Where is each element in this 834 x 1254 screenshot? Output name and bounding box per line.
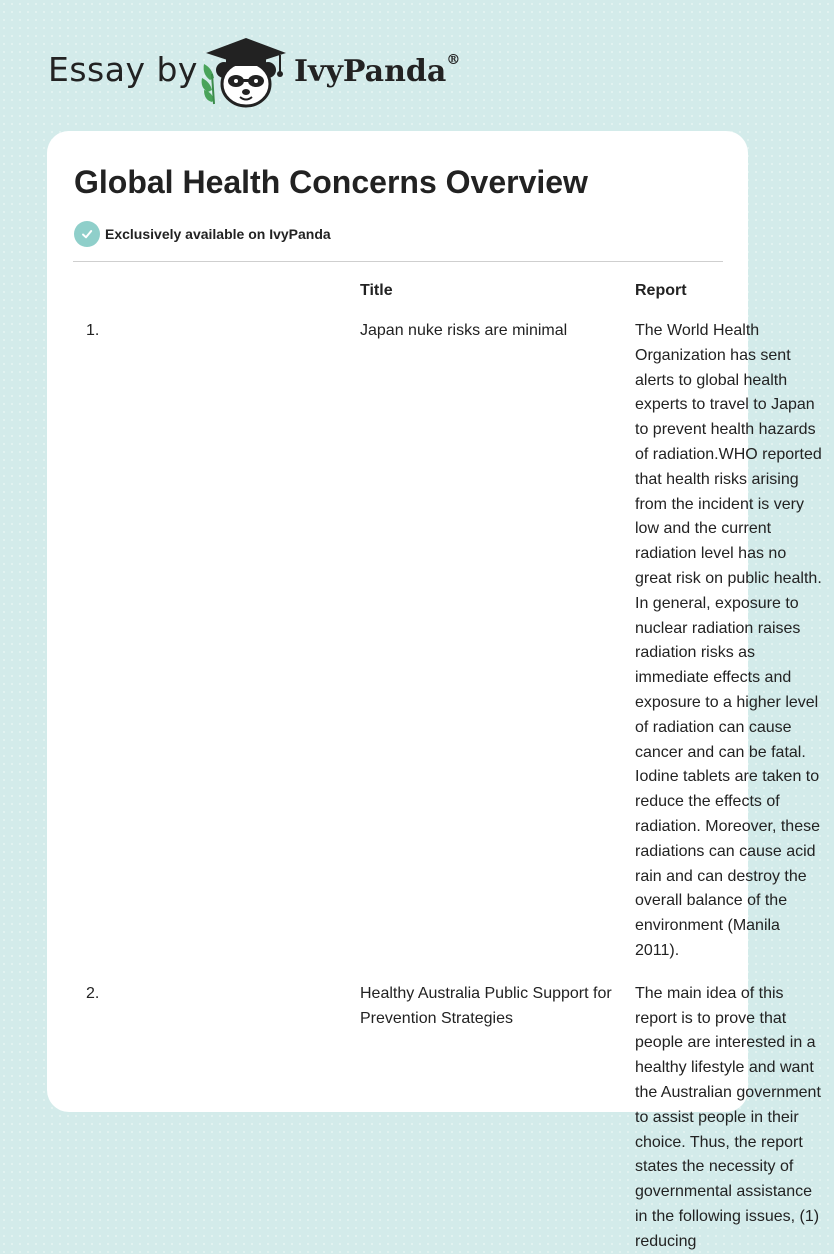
row-report-cell — [635, 979, 834, 1254]
header-number — [74, 279, 360, 302]
panda-logo-icon[interactable] — [200, 34, 292, 110]
page-title: Global Health Concerns Overview — [74, 164, 588, 200]
registered-mark: ® — [446, 52, 461, 68]
row-report-cell — [635, 302, 834, 979]
table-row — [74, 979, 834, 1254]
brand-name — [294, 54, 460, 89]
exclusive-badge — [74, 221, 331, 247]
row-number: 1. — [86, 322, 100, 339]
row-title: Japan nuke risks are minimal — [360, 322, 568, 339]
table-row — [74, 302, 834, 979]
report-table-container — [74, 279, 834, 1254]
row-title: Healthy Australia Public Support for Prevention Strategies — [360, 984, 612, 1027]
divider — [73, 261, 723, 262]
report-table — [74, 279, 834, 1254]
table-header-row — [74, 279, 834, 302]
checkmark-icon — [74, 221, 100, 247]
brand-prefix: Essay by — [48, 50, 198, 89]
header-title: Title — [360, 282, 393, 299]
header-report: Report — [635, 282, 687, 299]
essay-card — [47, 131, 822, 1250]
row-number: 2. — [86, 984, 100, 1002]
row-report: The main idea of this report is to prove that people are interested in a healthy lifestyle and want the Australian government to assist people in their choice. Thus, the report states the necessity of governmental assistance in the following issues, (1) reducing — [635, 984, 821, 1250]
brand-header — [48, 34, 468, 110]
badge-label: Exclusively available on IvyPanda — [105, 226, 331, 242]
row-report: The World Health Organization has sent alerts to global health experts to travel to Japan to prevent health hazards of radiation.WHO reported that health risks arising from the incident is very low and the current radiation level has no great risk on public health. In general, exposure to nuclear radiation raises radiation risks as immediate effects and exposure to a higher level of radiation can cause cancer and can be fatal. Iodine tablets are taken to reduce the effects of radiation. Moreover, these radiations can cause acid rain and can destroy the overall balance of the environment (Manila 2011). — [635, 322, 822, 959]
brand-name-text: IvyPanda — [294, 54, 447, 89]
